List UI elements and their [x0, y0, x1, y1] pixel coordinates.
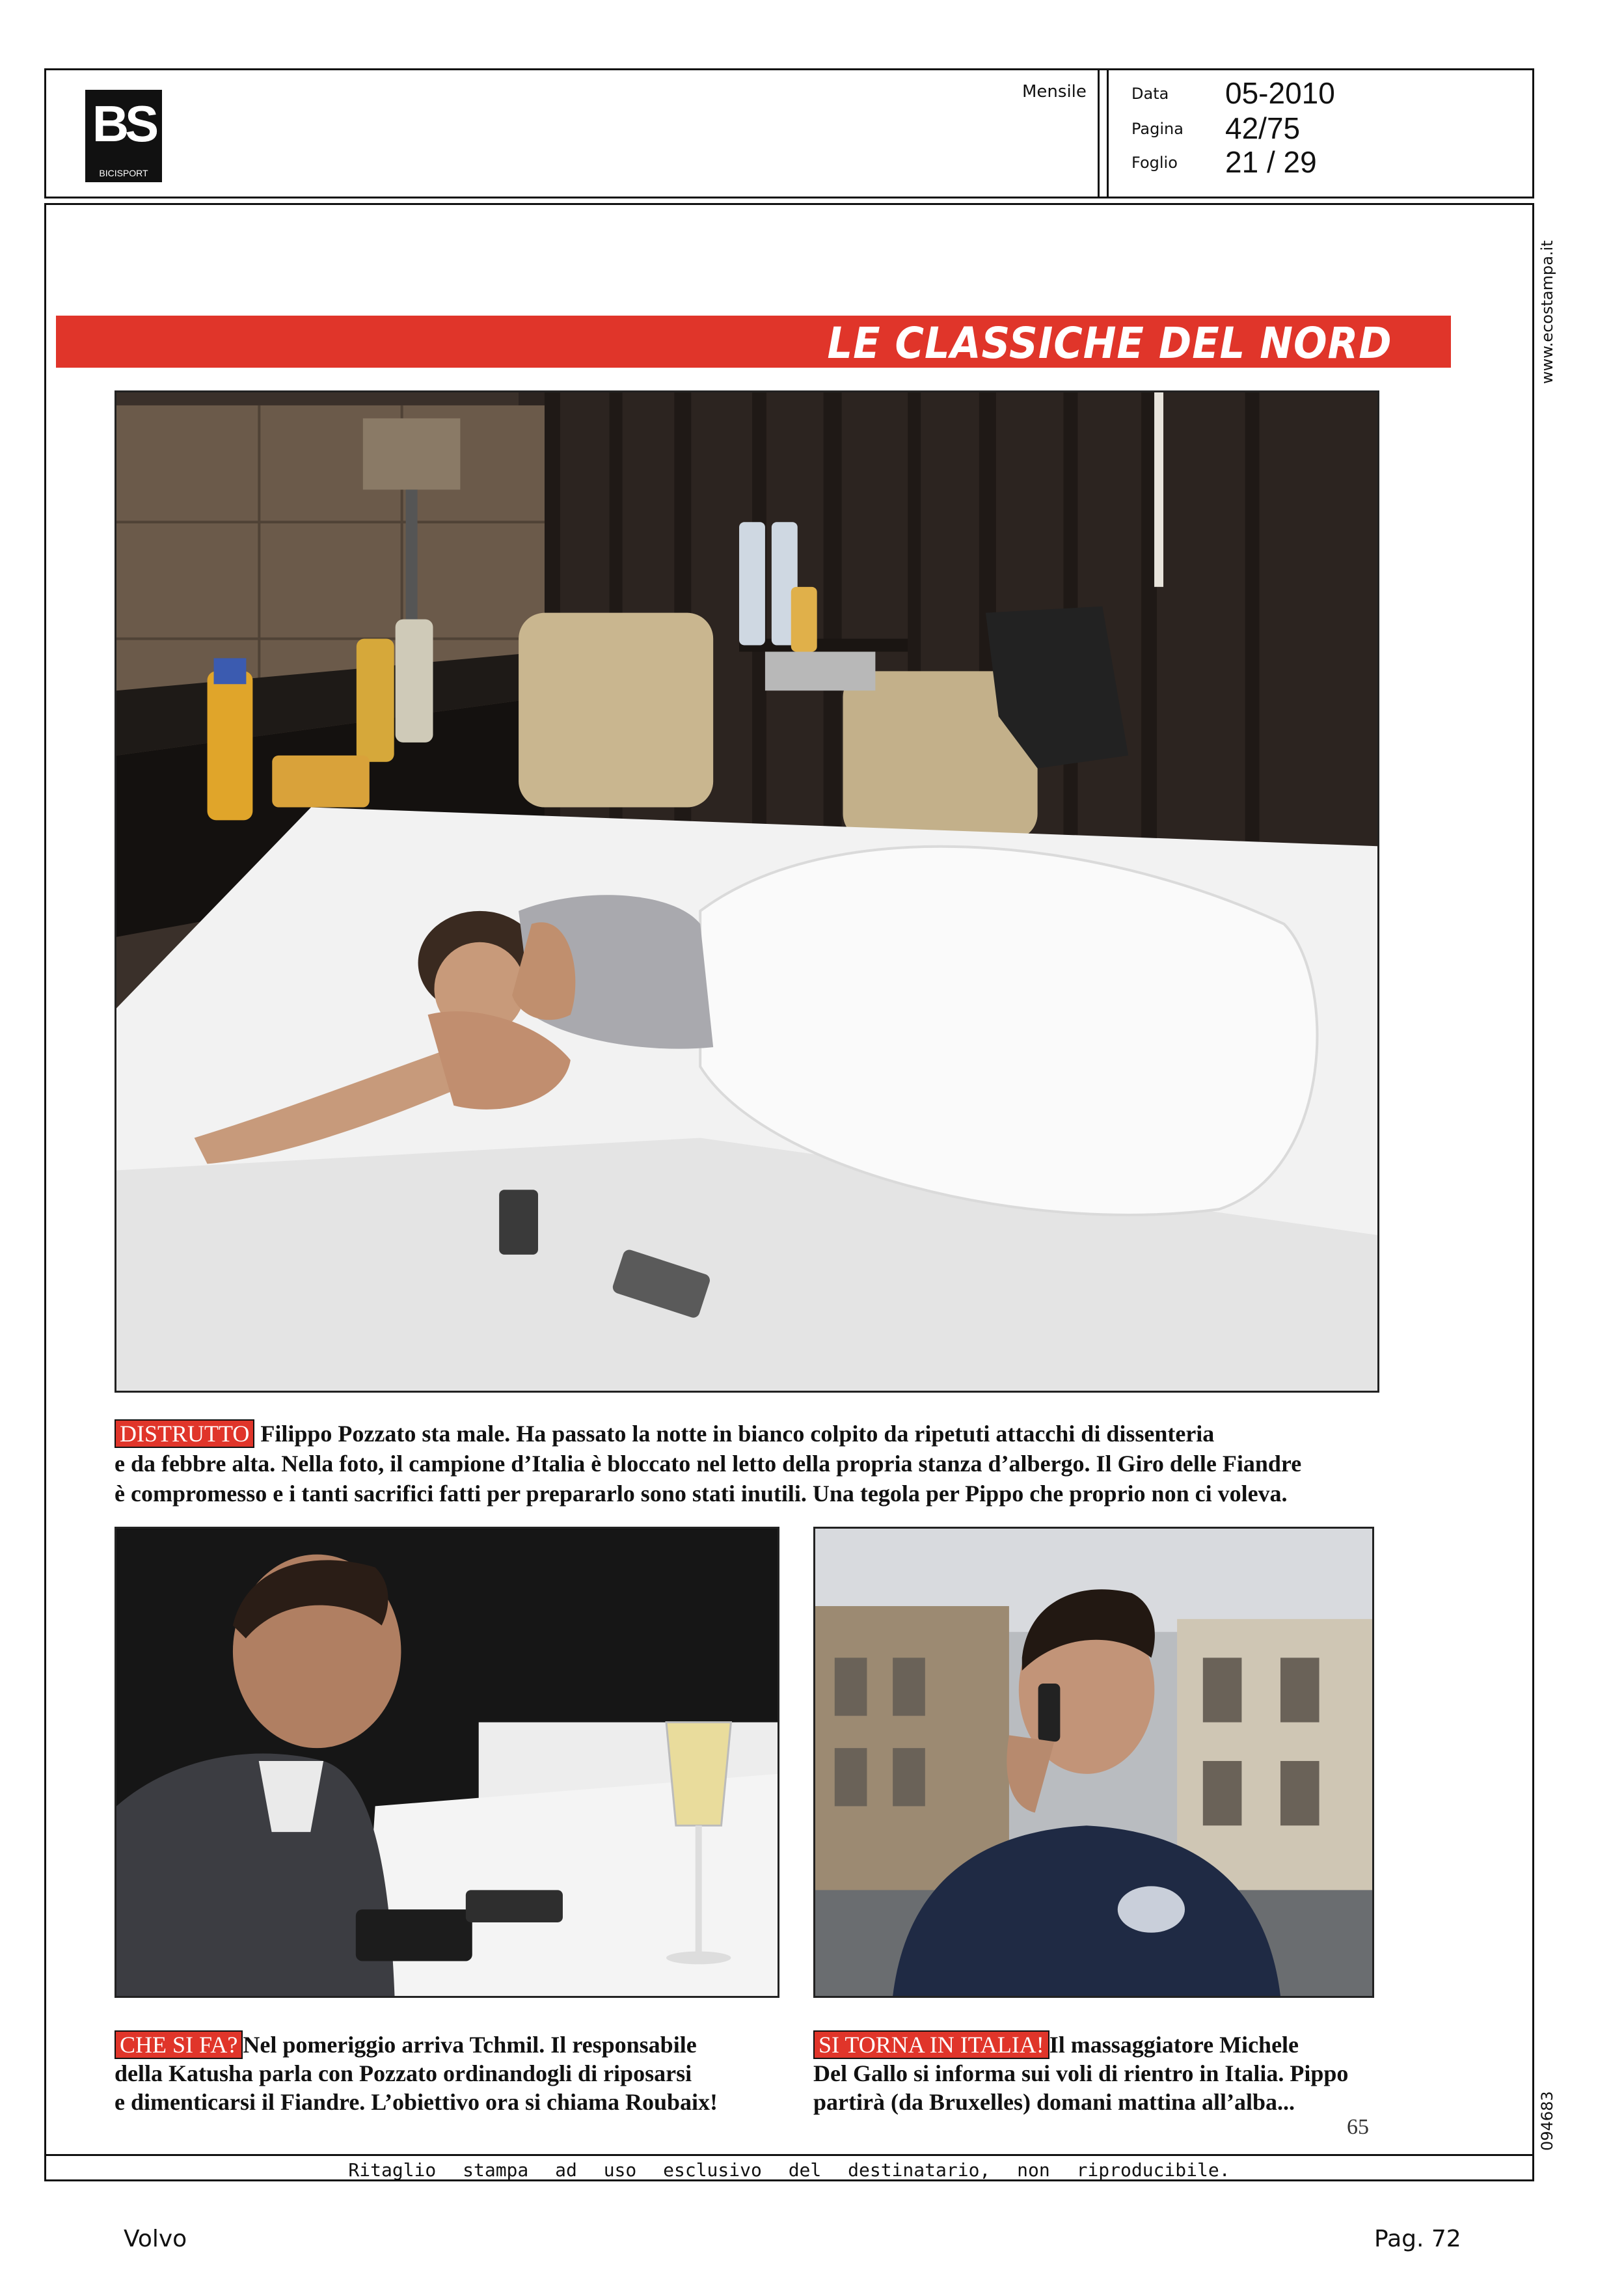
bicisport-logo	[85, 90, 162, 182]
page-value: 42/75	[1225, 111, 1301, 145]
source-url: www.ecostampa.it	[1538, 240, 1556, 384]
caption-text: Filippo Pozzato sta male. Ha passato la notte in bianco colpito da ripetuti attacchi di dissenteria	[260, 1421, 1215, 1447]
usage-notice: Ritaglio stampa ad uso esclusivo del destinatario, non riproducibile.	[348, 2159, 1230, 2181]
hotel-room-photo	[115, 390, 1379, 1393]
press-clipping-header	[44, 68, 1534, 198]
magazine-page-number: 65	[1347, 2115, 1369, 2139]
caption-line	[813, 2030, 1348, 2059]
caption-line: e da febbre alta. Nella foto, il campione d’Italia è bloccato nel letto della propria stanza d’albergo. Il Giro delle Fiandre	[115, 1451, 1302, 1477]
frequency-label: Mensile	[1022, 82, 1087, 102]
section-title: LE CLASSICHE DEL NORD	[827, 318, 1392, 368]
date-value: 05-2010	[1225, 76, 1335, 110]
header-divider	[1098, 70, 1100, 197]
footer-rule	[44, 2154, 1534, 2156]
caption-line: e dimenticarsi il Fiandre. L’obiettivo ora si chiama Roubaix!	[115, 2089, 718, 2115]
caption-tag: CHE SI FA?	[115, 2030, 243, 2059]
caption-text: Nel pomeriggio arriva Tchmil. Il responsabile	[243, 2032, 697, 2058]
date-label: Data	[1131, 85, 1169, 103]
left-photo-caption	[115, 2030, 718, 2116]
page-label: Pagina	[1131, 120, 1184, 138]
clipping-code: 094683	[1538, 2091, 1556, 2151]
document-page-number: Pag. 72	[1374, 2226, 1461, 2252]
main-photo-caption	[115, 1419, 1301, 1508]
caption-text: Il massaggiatore Michele	[1049, 2032, 1299, 2058]
caption-line: Del Gallo si informa sui voli di rientro in Italia. Pippo	[813, 2060, 1349, 2086]
sheet-label: Foglio	[1131, 154, 1178, 172]
caption-line: è compromesso e i tanti sacrifici fatti per prepararlo sono stati inutili. Una tegola per Pippo che proprio non ci voleva.	[115, 1481, 1288, 1507]
caption-line: partirà (da Bruxelles) domani mattina all’alba...	[813, 2089, 1295, 2115]
client-name: Volvo	[124, 2226, 187, 2252]
caption-tag: SI TORNA IN ITALIA!	[813, 2030, 1049, 2059]
right-photo-caption	[813, 2030, 1348, 2116]
sheet-value: 21 / 29	[1225, 145, 1317, 179]
tchmil-photo	[115, 1527, 779, 1998]
del-gallo-photo	[813, 1527, 1374, 1998]
logo-mark: BS	[92, 94, 156, 152]
section-banner	[56, 316, 1451, 368]
header-divider	[1107, 70, 1109, 197]
caption-tag: DISTRUTTO	[115, 1419, 254, 1448]
logo-name: BICISPORT	[99, 168, 148, 178]
caption-line	[115, 2030, 718, 2059]
caption-line	[115, 1419, 1301, 1449]
caption-line: della Katusha parla con Pozzato ordinandogli di riposarsi	[115, 2060, 692, 2086]
